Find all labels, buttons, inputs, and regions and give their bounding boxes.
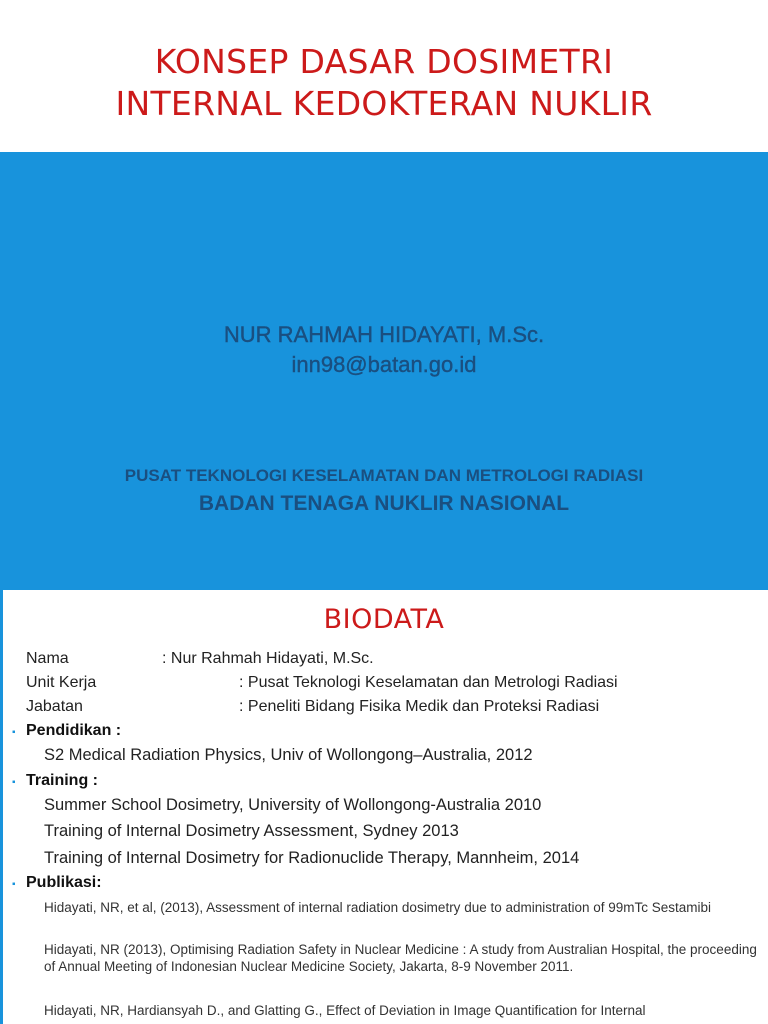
institution-line-1: PUSAT TEKNOLOGI KESELAMATAN DAN METROLOGI RADIASI: [124, 466, 644, 485]
pendidikan-item: S2 Medical Radiation Physics, Univ of Wollongong–Australia, 2012: [44, 746, 533, 764]
publikasi-heading: Publikasi:: [26, 874, 102, 891]
pendidikan-heading: Pendidikan :: [26, 722, 122, 739]
square-bullet-icon: ▪: [12, 727, 16, 738]
publication-item: Hidayati, NR, et al, (2013), Assessment of internal radiation dosimetry due to administration of 99mTc Sestamibi: [44, 900, 712, 915]
info-label: Unit Kerja: [26, 674, 97, 691]
slide1-blue-panel: [0, 152, 768, 590]
training-item: Summer School Dosimetry, University of Wollongong-Australia 2010: [44, 796, 542, 814]
info-label: Jabatan: [26, 698, 83, 715]
title-line-2: INTERNAL KEDOKTERAN NUKLIR: [115, 84, 653, 123]
accent-bar: [0, 590, 3, 1024]
institution-line-2: BADAN TENAGA NUKLIR NASIONAL: [198, 492, 570, 515]
info-value: : Peneliti Bidang Fisika Medik dan Proteksi Radiasi: [239, 698, 600, 715]
square-bullet-icon: ▪: [12, 879, 16, 890]
square-bullet-icon: ▪: [12, 777, 16, 788]
training-heading: Training :: [26, 772, 98, 789]
info-value: : Pusat Teknologi Keselamatan dan Metrologi Radiasi: [239, 674, 618, 691]
publication-item: Hidayati, NR, Hardiansyah D., and Glatting G., Effect of Deviation in Image Quantification for Internal: [44, 1003, 646, 1018]
author-name: NUR RAHMAH HIDAYATI, M.Sc.: [223, 322, 545, 347]
info-label: Nama: [26, 650, 69, 667]
info-value: : Nur Rahmah Hidayati, M.Sc.: [162, 650, 374, 667]
training-item: Training of Internal Dosimetry for Radionuclide Therapy, Mannheim, 2014: [44, 849, 580, 867]
publication-item: Hidayati, NR (2013), Optimising Radiation Safety in Nuclear Medicine : A study from Australian Hospital, the proceeding of Annual Meeting of Indonesian Nuclear Medicine Society, Jakarta, 8-9 November 2011.: [44, 942, 757, 974]
author-email: inn98@batan.go.id: [291, 352, 477, 377]
training-item: Training of Internal Dosimetry Assessment, Sydney 2013: [44, 822, 459, 840]
slide2-biodata: [0, 590, 768, 1024]
slide1-title-area: [0, 0, 768, 152]
title-line-1: KONSEP DASAR DOSIMETRI: [154, 42, 614, 81]
biodata-heading: BIODATA: [323, 604, 445, 635]
